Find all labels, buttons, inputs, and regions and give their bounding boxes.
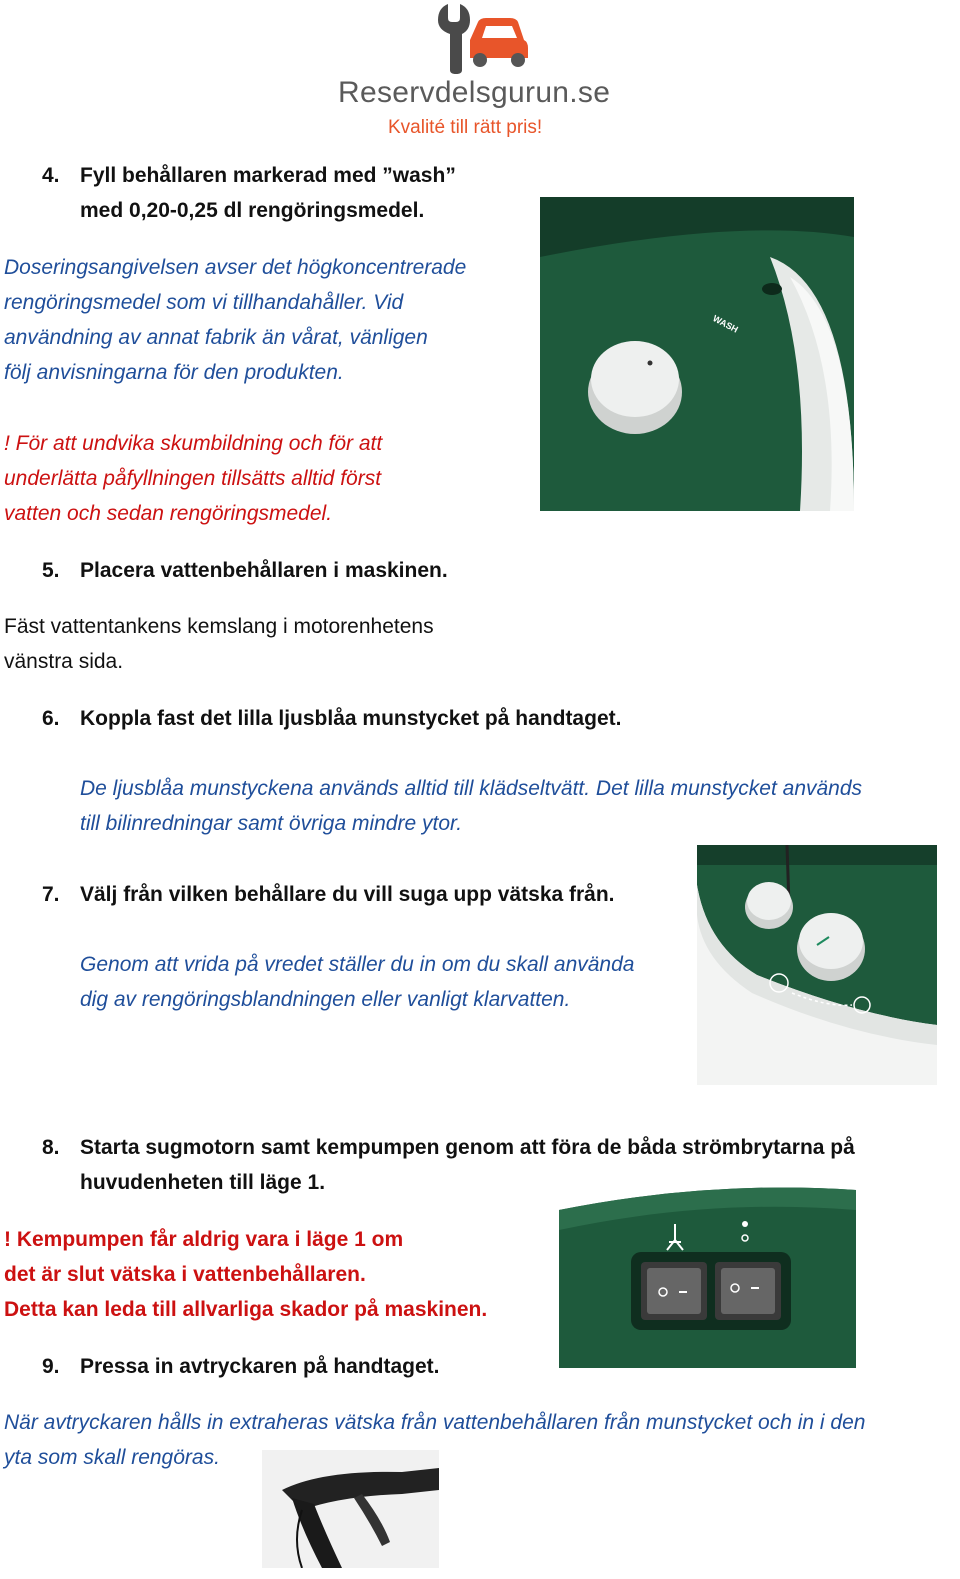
power-switches-illustration <box>559 1170 856 1368</box>
logo <box>330 0 630 145</box>
step-text-cont: huvudenheten till läge 1. <box>80 1171 326 1194</box>
step-text: Pressa in avtryckaren på handtaget. <box>80 1355 440 1378</box>
step-text: Starta sugmotorn samt kempumpen genom att föra de båda strömbrytarna på <box>80 1136 855 1159</box>
step-9-heading <box>0 1349 550 1384</box>
text-line: till bilinredningar samt övriga mindre ytor. <box>80 812 463 835</box>
text-line: yta som skall rengöras. <box>4 1446 220 1469</box>
text-line: När avtryckaren hålls in extraheras vätska från vattenbehållaren från munstycket och in i den <box>4 1411 866 1434</box>
text-line: dig av rengöringsblandningen eller vanligt klarvatten. <box>80 988 571 1011</box>
step-number: 4. <box>42 164 60 187</box>
step-number: 7. <box>42 883 60 906</box>
text-line: Fäst vattentankens kemslang i motorenhetens <box>4 615 434 638</box>
trigger-handle-illustration <box>262 1450 439 1568</box>
text-line: vatten och sedan rengöringsmedel. <box>4 502 333 525</box>
hose-instruction <box>4 609 534 679</box>
step-text: Välj från vilken behållare du vill suga upp vätska från. <box>80 883 615 906</box>
text-line: ! För att undvika skumbildning och för att <box>4 432 383 455</box>
knob-note <box>80 947 695 1017</box>
step-7-heading <box>0 877 690 912</box>
trigger-note <box>4 1405 959 1475</box>
pump-warning <box>4 1222 554 1327</box>
text-line: Doseringsangivelsen avser det högkoncentrerade <box>4 256 467 279</box>
selector-knob-illustration <box>697 845 937 1085</box>
step-text: Koppla fast det lilla ljusblåa munstycket på handtaget. <box>80 707 622 730</box>
text-line: Genom att vrida på vredet ställer du in om du skall använda <box>80 953 635 976</box>
text-line: De ljusblåa munstyckena används alltid till klädseltvätt. Det lilla munstycket används <box>80 777 863 800</box>
step-4-heading <box>0 158 540 228</box>
text-line: ! Kempumpen får aldrig vara i läge 1 om <box>4 1228 404 1251</box>
foam-warning <box>4 426 534 531</box>
text-line: följ anvisningarna för den produkten. <box>4 361 344 384</box>
text-line: Detta kan leda till allvarliga skador på maskinen. <box>4 1298 488 1321</box>
step-text: Placera vattenbehållaren i maskinen. <box>80 559 448 582</box>
text-line: det är slut vätska i vattenbehållaren. <box>4 1263 366 1286</box>
step-5-heading <box>0 553 700 588</box>
dosage-note <box>4 250 534 390</box>
selector-knob-photo <box>697 845 937 1085</box>
step-text-cont: med 0,20-0,25 dl rengöringsmedel. <box>80 199 425 222</box>
wash-container-illustration <box>540 197 854 511</box>
step-6-heading <box>0 701 800 736</box>
wash-label: WASH <box>711 313 740 335</box>
step-number: 8. <box>42 1136 60 1159</box>
text-line: användning av annat fabrik än vårat, vänligen <box>4 326 428 349</box>
wash-container-photo <box>540 197 854 511</box>
text-line: underlätta påfyllningen tillsätts alltid först <box>4 467 382 490</box>
step-text: Fyll behållaren markerad med ”wash” <box>80 164 456 187</box>
trigger-handle-photo <box>262 1450 439 1568</box>
text-line: rengöringsmedel som vi tillhandahåller. Vid <box>4 291 404 314</box>
step-number: 9. <box>42 1355 60 1378</box>
logo-name: Reservdelsgurun.se <box>338 76 611 109</box>
nozzle-note <box>80 771 955 841</box>
wrench-car-logo-icon <box>430 0 530 75</box>
step-number: 6. <box>42 707 60 730</box>
text-line: vänstra sida. <box>4 650 124 673</box>
power-switches-photo <box>559 1170 856 1368</box>
step-number: 5. <box>42 559 60 582</box>
logo-tagline: Kvalité till rätt pris! <box>388 117 543 138</box>
